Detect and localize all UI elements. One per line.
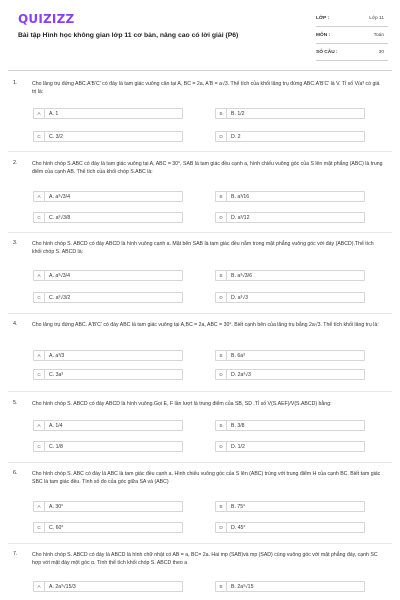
- option-letter: C: [34, 293, 45, 302]
- option-d[interactable]: [215, 131, 365, 142]
- option-letter: C: [34, 132, 45, 141]
- meta-row-subject: [316, 27, 388, 44]
- option-letter: C: [34, 442, 45, 451]
- question-text: Cho hình chóp S.ABC có đáy là tam giác vuông tại A, ABC = 30°, SAB là tam giác đều cạnh a, hình chiếu vuông góc của S lên mặt phẳng (ABC) là trung điểm của cạnh AB. Thể tích của khối chóp S.ABC là:: [32, 161, 383, 176]
- option-b[interactable]: [215, 108, 365, 119]
- option-text: C. 1/8: [49, 443, 63, 450]
- option-letter: C: [34, 523, 45, 532]
- option-b[interactable]: [215, 350, 365, 361]
- option-text: D. a³√3: [231, 294, 248, 301]
- option-c[interactable]: [33, 441, 183, 452]
- option-text: B. a³√3/6: [231, 272, 253, 279]
- option-b[interactable]: [215, 581, 365, 592]
- option-letter: A: [34, 192, 45, 201]
- option-text: A. a³/3: [49, 352, 65, 359]
- meta-row-count: [316, 44, 388, 61]
- option-text: B. a³/16: [231, 193, 250, 200]
- option-letter: A: [34, 582, 45, 591]
- question-text: Cho lăng trụ đứng ABC.A'B'C' có đáy là tam giác vuông cân tại A, BC = 2a, A'B = a√3. Thể tích của khối lăng trụ đứng ABC.A'B'C' là V. Tỉ số V/a³ có giá trị là:: [32, 81, 380, 96]
- option-text: D. 2a³√3: [231, 371, 251, 378]
- question-text: Cho hình chóp S. ABCD có đáy ABCD là hình vuông.Gọi E, F lần lượt là trung điểm của SB, SD .Tỉ số V(S.AEF)/V(S.ABCD) bằng:: [32, 401, 332, 407]
- option-letter: D: [216, 132, 227, 141]
- option-text: C. 3/2: [49, 133, 63, 140]
- option-letter: C: [34, 213, 45, 222]
- option-b[interactable]: [215, 191, 365, 202]
- option-text: C. a³√3/2: [49, 294, 71, 301]
- question-text: Cho hình chóp S. ABCD có đáy ABCD là hình vuông cạnh a. Mặt bên SAB là tam giác đều nằm trong mặt phẳng vuông góc với đáy (ABCD).Thể tích khối chóp S. ABCD là:: [32, 241, 374, 256]
- option-text: A. 1: [49, 110, 59, 117]
- option-letter: D: [216, 213, 227, 222]
- option-text: B. 2a³√15: [231, 583, 254, 590]
- option-text: A. 1/4: [49, 422, 63, 429]
- option-letter: B: [216, 192, 227, 201]
- option-letter: D: [216, 370, 227, 379]
- option-d[interactable]: [215, 369, 365, 380]
- option-c[interactable]: [33, 292, 183, 303]
- option-text: C. 3a³: [49, 371, 64, 378]
- question-number: 2.: [13, 160, 18, 166]
- option-letter: B: [216, 502, 227, 511]
- option-a[interactable]: [33, 270, 183, 281]
- option-letter: B: [216, 582, 227, 591]
- option-text: C. a³√3/8: [49, 214, 71, 221]
- meta-value: Lớp 11: [369, 15, 384, 21]
- question-divider: [8, 232, 392, 233]
- document-header: [0, 0, 400, 70]
- question-number: 4.: [13, 321, 18, 327]
- meta-value: 30: [378, 49, 384, 55]
- option-b[interactable]: [215, 501, 365, 512]
- option-c[interactable]: [33, 522, 183, 533]
- option-letter: A: [34, 351, 45, 360]
- meta-label: MÔN :: [316, 32, 331, 38]
- question-number: 5.: [13, 400, 18, 406]
- meta-value: Toán: [373, 32, 384, 38]
- option-text: B. 3/8: [231, 422, 245, 429]
- question-divider: [8, 462, 392, 463]
- option-b[interactable]: [215, 420, 365, 431]
- document-title: Bài tập Hình học không gian lớp 11 cơ bản, nâng cao có lời giải (P6): [18, 32, 239, 39]
- option-a[interactable]: [33, 108, 183, 119]
- question-divider: [8, 151, 392, 152]
- option-a[interactable]: [33, 581, 183, 592]
- option-text: D. 1/2: [231, 443, 245, 450]
- meta-label: LỚP :: [316, 15, 330, 21]
- question-text: Cho lăng trụ đứng ABC. A'B'C' có đáy ABC là tam giác vuông tại A,BC = 2a, ABC = 30°. Biết cạnh bên của lăng trụ bằng 2a√3. Thể tích khối lăng trụ là:: [32, 322, 379, 328]
- option-letter: B: [216, 421, 227, 430]
- option-d[interactable]: [215, 212, 365, 223]
- option-b[interactable]: [215, 270, 365, 281]
- option-text: B. 75°: [231, 503, 246, 510]
- meta-label: SỐ CÂU :: [316, 49, 338, 55]
- question-text: Cho hình chóp S. ABC có đáy là ABC là tam giác đều cạnh a. Hình chiếu vuông góc của S lên (ABC) trùng với trung điểm H của cạnh BC. Biết tam giác SBC là tam giác đều. Tính số đo của góc giữa SA và (ABC): [32, 471, 381, 486]
- option-a[interactable]: [33, 420, 183, 431]
- option-letter: B: [216, 109, 227, 118]
- question-divider: [8, 313, 392, 314]
- header-divider: [8, 70, 392, 71]
- option-letter: D: [216, 442, 227, 451]
- option-text: D. 2: [231, 133, 241, 140]
- option-letter: B: [216, 271, 227, 280]
- option-text: A. 2a³√15/3: [49, 583, 76, 590]
- question-number: 1.: [13, 80, 18, 86]
- option-text: A. a³√3/4: [49, 272, 71, 279]
- option-text: D. 45°: [231, 524, 246, 531]
- option-d[interactable]: [215, 292, 365, 303]
- question-divider: [8, 543, 392, 544]
- option-text: D. a³/12: [231, 214, 250, 221]
- option-text: C. 60°: [49, 524, 64, 531]
- quizizz-logo: QUIZIZZ: [18, 12, 75, 26]
- meta-row-class: [316, 10, 388, 27]
- option-letter: D: [216, 523, 227, 532]
- question-divider: [8, 391, 392, 392]
- option-letter: D: [216, 293, 227, 302]
- option-letter: C: [34, 370, 45, 379]
- option-c[interactable]: [33, 369, 183, 380]
- option-text: B. 1/2: [231, 110, 245, 117]
- option-letter: A: [34, 271, 45, 280]
- question-number: 7.: [13, 551, 18, 557]
- option-c[interactable]: [33, 131, 183, 142]
- option-a[interactable]: [33, 191, 183, 202]
- option-letter: A: [34, 109, 45, 118]
- option-letter: A: [34, 421, 45, 430]
- question-number: 3.: [13, 240, 18, 246]
- option-a[interactable]: [33, 350, 183, 361]
- option-d[interactable]: [215, 441, 365, 452]
- meta-table: [316, 10, 388, 61]
- option-text: B. 6a³: [231, 352, 245, 359]
- question-number: 6.: [13, 470, 18, 476]
- option-text: A. a³√3/4: [49, 193, 71, 200]
- option-c[interactable]: [33, 212, 183, 223]
- option-letter: B: [216, 351, 227, 360]
- question-text: Cho hình chóp S. ABCD có đáy là ABCD là hình chữ nhật có AB = a, BC= 2a. Hai mp (SAB)và mp (SAD) cùng vuông góc với mặt phẳng đáy, cạnh SC hợp với mặt đáy một góc α. Tính thể tích khối chóp S. ABCD theo a: [32, 552, 378, 567]
- option-text: A. 30°: [49, 503, 64, 510]
- option-d[interactable]: [215, 522, 365, 533]
- option-a[interactable]: [33, 501, 183, 512]
- option-letter: A: [34, 502, 45, 511]
